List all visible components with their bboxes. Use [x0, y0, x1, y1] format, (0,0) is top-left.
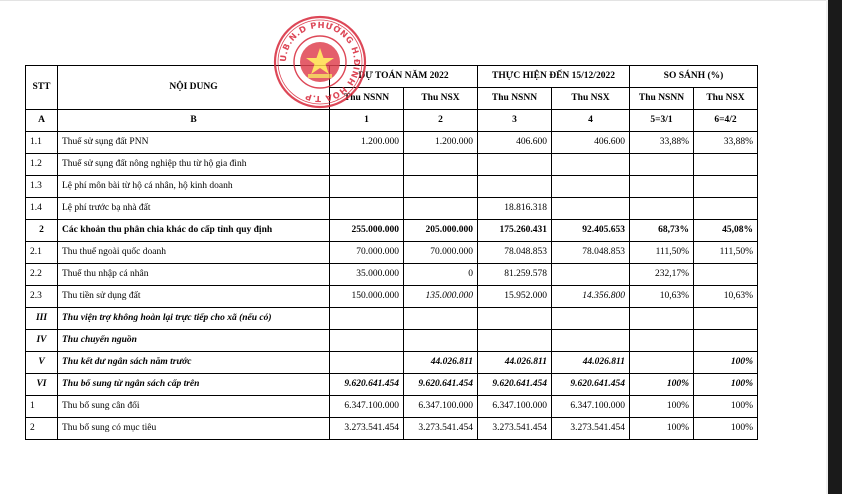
cell-cmp-nsnn: 100% [630, 396, 694, 418]
cell-plan-nsnn: 35.000.000 [330, 264, 404, 286]
header-actual-nsx: Thu NSX [552, 88, 630, 110]
cell-actual-nsnn: 9.620.641.454 [478, 374, 552, 396]
index-cell: 6=4/2 [694, 110, 758, 132]
header-plan-group: DỰ TOÁN NĂM 2022 [330, 66, 478, 88]
header-row-1 [26, 66, 758, 88]
cell-plan-nsx: 6.347.100.000 [404, 396, 478, 418]
cell-actual-nsx: 9.620.641.454 [552, 374, 630, 396]
table-row [26, 198, 758, 220]
viewer-scrollbar[interactable] [828, 0, 842, 494]
header-cmp-nsnn: Thu NSNN [630, 88, 694, 110]
cell-cmp-nsx: 100% [694, 418, 758, 440]
cell-stt: 1.2 [26, 154, 58, 176]
cell-cmp-nsnn: 10,63% [630, 286, 694, 308]
table-row [26, 374, 758, 396]
index-cell: 4 [552, 110, 630, 132]
cell-cmp-nsx: 100% [694, 352, 758, 374]
cell-plan-nsnn [330, 154, 404, 176]
cell-cmp-nsnn [630, 352, 694, 374]
cell-cmp-nsnn [630, 154, 694, 176]
cell-cmp-nsnn [630, 198, 694, 220]
cell-cmp-nsnn [630, 308, 694, 330]
cell-name: Thu kết dư ngân sách năm trước [58, 352, 330, 374]
cell-name: Thu tiền sử dụng đất [58, 286, 330, 308]
cell-name: Các khoản thu phân chia khác do cấp tỉnh quy định [58, 220, 330, 242]
cell-stt: 2.2 [26, 264, 58, 286]
cell-cmp-nsx [694, 264, 758, 286]
cell-actual-nsnn: 15.952.000 [478, 286, 552, 308]
cell-plan-nsnn [330, 308, 404, 330]
cell-cmp-nsnn [630, 176, 694, 198]
cell-plan-nsx [404, 330, 478, 352]
table-row [26, 242, 758, 264]
index-row [26, 110, 758, 132]
cell-actual-nsx [552, 308, 630, 330]
cell-actual-nsnn: 78.048.853 [478, 242, 552, 264]
cell-actual-nsnn: 81.259.578 [478, 264, 552, 286]
cell-name: Thuế thu nhập cá nhân [58, 264, 330, 286]
cell-cmp-nsx: 100% [694, 374, 758, 396]
cell-actual-nsx: 44.026.811 [552, 352, 630, 374]
cell-actual-nsnn [478, 154, 552, 176]
cell-actual-nsx [552, 176, 630, 198]
cell-cmp-nsx: 111,50% [694, 242, 758, 264]
cell-stt: V [26, 352, 58, 374]
cell-plan-nsx: 135.000.000 [404, 286, 478, 308]
cell-cmp-nsx: 10,63% [694, 286, 758, 308]
cell-stt: 2.3 [26, 286, 58, 308]
cell-cmp-nsnn [630, 330, 694, 352]
table-row [26, 154, 758, 176]
cell-stt: 2 [26, 220, 58, 242]
cell-plan-nsx [404, 154, 478, 176]
index-cell: 1 [330, 110, 404, 132]
cell-stt: IV [26, 330, 58, 352]
header-cmp-nsx: Thu NSX [694, 88, 758, 110]
table-row [26, 286, 758, 308]
table-row [26, 352, 758, 374]
cell-plan-nsnn: 9.620.641.454 [330, 374, 404, 396]
cell-actual-nsnn [478, 330, 552, 352]
cell-plan-nsnn: 3.273.541.454 [330, 418, 404, 440]
index-cell: 3 [478, 110, 552, 132]
cell-cmp-nsnn: 100% [630, 418, 694, 440]
cell-name: Thuế sử sụng đất PNN [58, 132, 330, 154]
cell-actual-nsx [552, 330, 630, 352]
cell-actual-nsx: 406.600 [552, 132, 630, 154]
cell-plan-nsx: 9.620.641.454 [404, 374, 478, 396]
cell-actual-nsx [552, 154, 630, 176]
index-cell: 5=3/1 [630, 110, 694, 132]
cell-name: Thu bổ sung cân đối [58, 396, 330, 418]
cell-actual-nsx: 14.356.800 [552, 286, 630, 308]
table-row [26, 330, 758, 352]
cell-plan-nsnn: 150.000.000 [330, 286, 404, 308]
cell-plan-nsx [404, 308, 478, 330]
cell-plan-nsnn [330, 198, 404, 220]
cell-plan-nsnn: 6.347.100.000 [330, 396, 404, 418]
cell-cmp-nsx [694, 330, 758, 352]
cell-plan-nsx: 3.273.541.454 [404, 418, 478, 440]
cell-cmp-nsx: 45,08% [694, 220, 758, 242]
cell-actual-nsx: 78.048.853 [552, 242, 630, 264]
index-cell: 2 [404, 110, 478, 132]
header-content: NỘI DUNG [58, 66, 330, 110]
cell-stt: 1.4 [26, 198, 58, 220]
cell-cmp-nsnn: 100% [630, 374, 694, 396]
table-row [26, 418, 758, 440]
cell-actual-nsx: 3.273.541.454 [552, 418, 630, 440]
cell-plan-nsnn [330, 352, 404, 374]
cell-actual-nsnn: 44.026.811 [478, 352, 552, 374]
header-actual-nsnn: Thu NSNN [478, 88, 552, 110]
cell-stt: 2 [26, 418, 58, 440]
cell-name: Lệ phí môn bài từ hộ cá nhân, hộ kinh doanh [58, 176, 330, 198]
cell-stt: VI [26, 374, 58, 396]
cell-cmp-nsx: 100% [694, 396, 758, 418]
table-row [26, 132, 758, 154]
header-stt: STT [26, 66, 58, 110]
cell-plan-nsx: 0 [404, 264, 478, 286]
cell-actual-nsx [552, 264, 630, 286]
cell-stt: 2.1 [26, 242, 58, 264]
table-row [26, 308, 758, 330]
cell-actual-nsnn: 3.273.541.454 [478, 418, 552, 440]
cell-name: Thuế sử sụng đất nông nghiệp thu từ hộ gia đình [58, 154, 330, 176]
table-row [26, 220, 758, 242]
cell-actual-nsnn: 18.816.318 [478, 198, 552, 220]
table-row [26, 396, 758, 418]
cell-name: Thu viện trợ không hoàn lại trực tiếp cho xã (nếu có) [58, 308, 330, 330]
cell-stt: 1 [26, 396, 58, 418]
cell-actual-nsnn: 175.260.431 [478, 220, 552, 242]
header-plan-nsnn: Thu NSNN [330, 88, 404, 110]
budget-table [25, 65, 758, 440]
cell-cmp-nsnn: 33,88% [630, 132, 694, 154]
cell-plan-nsx: 1.200.000 [404, 132, 478, 154]
page-top-edge [0, 0, 828, 1]
cell-cmp-nsnn: 232,17% [630, 264, 694, 286]
cell-cmp-nsx [694, 198, 758, 220]
cell-plan-nsnn [330, 176, 404, 198]
table-row [26, 264, 758, 286]
cell-cmp-nsnn: 111,50% [630, 242, 694, 264]
cell-plan-nsx: 44.026.811 [404, 352, 478, 374]
cell-plan-nsx [404, 176, 478, 198]
cell-name: Thu chuyển nguồn [58, 330, 330, 352]
cell-plan-nsnn: 1.200.000 [330, 132, 404, 154]
cell-actual-nsnn [478, 308, 552, 330]
index-cell: B [58, 110, 330, 132]
table-row [26, 176, 758, 198]
header-compare-group: SO SÁNH (%) [630, 66, 758, 88]
cell-name: Thu bổ sung từ ngân sách cấp trên [58, 374, 330, 396]
header-actual-group: THỰC HIỆN ĐẾN 15/12/2022 [478, 66, 630, 88]
cell-cmp-nsnn: 68,73% [630, 220, 694, 242]
cell-actual-nsnn [478, 176, 552, 198]
cell-stt: 1.3 [26, 176, 58, 198]
cell-actual-nsx: 92.405.653 [552, 220, 630, 242]
cell-cmp-nsx [694, 154, 758, 176]
cell-plan-nsx: 205.000.000 [404, 220, 478, 242]
cell-plan-nsx [404, 198, 478, 220]
cell-actual-nsnn: 6.347.100.000 [478, 396, 552, 418]
cell-plan-nsx: 70.000.000 [404, 242, 478, 264]
cell-cmp-nsx [694, 176, 758, 198]
cell-actual-nsx: 6.347.100.000 [552, 396, 630, 418]
cell-cmp-nsx [694, 308, 758, 330]
cell-plan-nsnn [330, 330, 404, 352]
cell-cmp-nsx: 33,88% [694, 132, 758, 154]
index-cell: A [26, 110, 58, 132]
cell-plan-nsnn: 70.000.000 [330, 242, 404, 264]
seal-text: U.B.N.D PHƯỜNG H.ĐINH HÓA T.P [277, 19, 363, 105]
cell-name: Thu thuế ngoài quốc doanh [58, 242, 330, 264]
cell-actual-nsnn: 406.600 [478, 132, 552, 154]
header-plan-nsx: Thu NSX [404, 88, 478, 110]
cell-stt: 1.1 [26, 132, 58, 154]
cell-name: Lệ phí trước bạ nhà đất [58, 198, 330, 220]
cell-name: Thu bổ sung có mục tiêu [58, 418, 330, 440]
cell-actual-nsx [552, 198, 630, 220]
cell-stt: III [26, 308, 58, 330]
cell-plan-nsnn: 255.000.000 [330, 220, 404, 242]
